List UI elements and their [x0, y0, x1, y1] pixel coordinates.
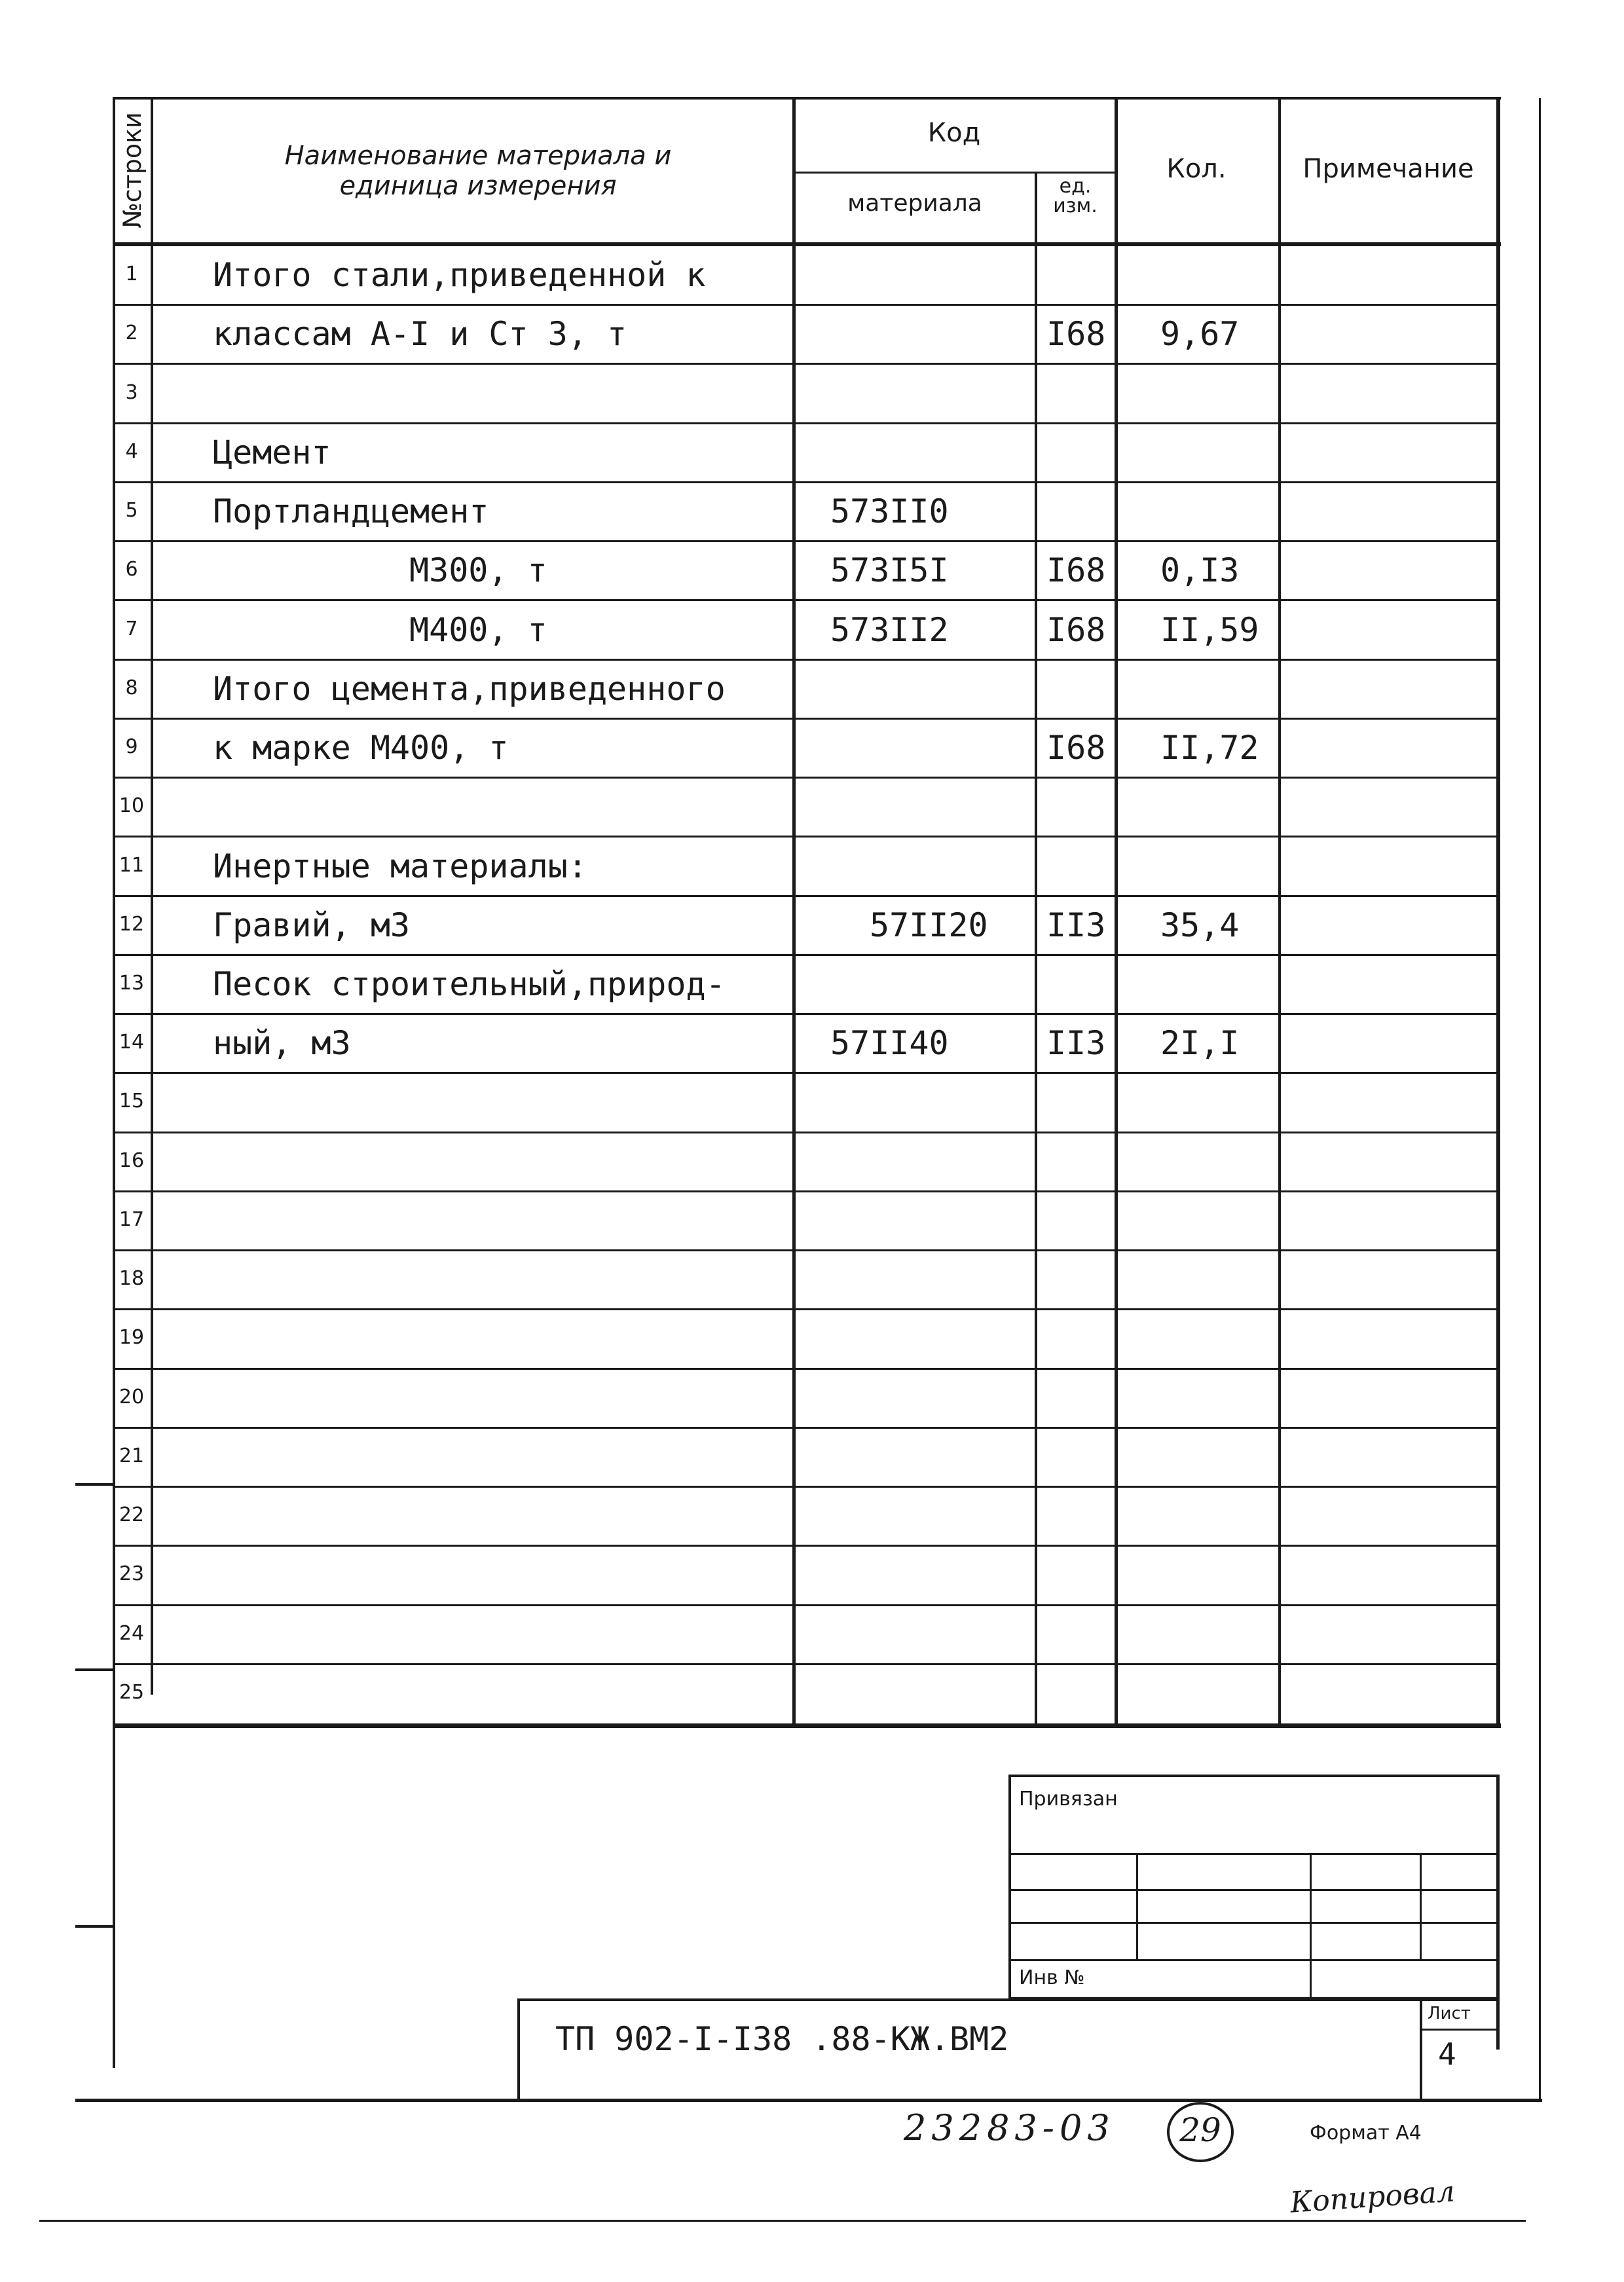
row-number: 19 [119, 1326, 145, 1350]
table-row [0, 1369, 1624, 1428]
row-number: 18 [119, 1267, 145, 1291]
table-row [0, 246, 1624, 305]
row-number: 22 [119, 1503, 145, 1527]
table-row [0, 1251, 1624, 1310]
row-number: 8 [125, 676, 138, 699]
header-qty: Кол. [1166, 154, 1227, 184]
row-number: 15 [119, 1090, 145, 1113]
row-quantity: 35,4 [1160, 906, 1240, 944]
header-code-unit: ед. изм. [1053, 175, 1098, 217]
row-quantity: 2I,I [1160, 1024, 1240, 1063]
signature: Копировал [1289, 2175, 1456, 2220]
row-name: Итого стали,приведенной к [213, 256, 706, 295]
row-unit-code: I68 [1046, 610, 1106, 649]
row-name: Песок строительный,природ- [213, 965, 726, 1003]
table-row [0, 837, 1624, 896]
row-name: Гравий, м3 [213, 906, 411, 944]
header-code: Код [927, 118, 981, 148]
row-name: Инертные материалы: [213, 847, 587, 885]
table-row [0, 1487, 1624, 1546]
circled-number: 29 [1179, 2111, 1221, 2149]
table-row [0, 778, 1624, 837]
row-name: Цемент [213, 433, 331, 471]
table-row [0, 955, 1624, 1014]
table-row [0, 600, 1624, 659]
row-material-code: 57II20 [870, 906, 988, 944]
inv-no-label: Инв № [1019, 1966, 1085, 1989]
row-number: 25 [119, 1680, 145, 1704]
margin-tick [75, 1668, 115, 1671]
privyazan-label: Привязан [1019, 1788, 1118, 1811]
row-number: 24 [119, 1621, 145, 1645]
row-quantity: 0,I3 [1160, 551, 1240, 590]
row-name: М300, т [409, 551, 547, 590]
margin-tick [75, 1925, 115, 1928]
table-row [0, 542, 1624, 600]
sheet-label: Лист [1428, 2004, 1471, 2023]
table-row [0, 1133, 1624, 1192]
row-number: 1 [125, 263, 138, 286]
footer-line [39, 2220, 1526, 2222]
row-number: 12 [119, 912, 145, 936]
row-number: 7 [125, 617, 138, 640]
row-name: Портландцемент [213, 492, 489, 531]
row-name: к марке М400, т [213, 729, 509, 767]
row-material-code: 573II2 [830, 610, 949, 649]
row-unit-code: II3 [1046, 906, 1106, 944]
table-row [0, 364, 1624, 423]
row-quantity: 9,67 [1160, 315, 1240, 354]
row-number: 13 [119, 971, 145, 995]
row-number: 10 [119, 794, 145, 818]
table-row [0, 719, 1624, 778]
row-number: 11 [119, 853, 145, 877]
row-quantity: II,72 [1160, 729, 1259, 767]
row-number: 5 [125, 499, 138, 523]
row-number: 14 [119, 1031, 145, 1054]
table-row [0, 1665, 1624, 1723]
row-number: 9 [125, 735, 138, 759]
archive-number: 23283-03 [904, 2107, 1115, 2148]
row-material-code: 57II40 [830, 1024, 949, 1063]
table-row [0, 1606, 1624, 1665]
table-row [0, 1014, 1624, 1073]
row-name: Итого цемента,приведенного [213, 669, 726, 708]
row-unit-code: I68 [1046, 551, 1106, 590]
row-name: ный, м3 [213, 1024, 351, 1063]
header-code-material: материала [847, 190, 982, 217]
table-row [0, 1310, 1624, 1369]
table-row [0, 305, 1624, 364]
table-row [0, 1546, 1624, 1605]
row-number: 20 [119, 1385, 145, 1408]
row-material-code: 573II0 [830, 492, 949, 531]
row-number: 17 [119, 1207, 145, 1231]
table-row [0, 896, 1624, 955]
table-row [0, 424, 1624, 483]
sheet-number: 4 [1438, 2036, 1456, 2072]
format-label: Формат А4 [1310, 2122, 1422, 2144]
header-row-no: №строки [118, 112, 147, 229]
row-number: 4 [125, 439, 138, 463]
row-number: 6 [125, 558, 138, 581]
row-unit-code: I68 [1046, 315, 1106, 354]
row-quantity: II,59 [1160, 610, 1259, 649]
frame-bottom [75, 2099, 1542, 2102]
table-row [0, 660, 1624, 719]
row-number: 23 [119, 1562, 145, 1586]
row-unit-code: I68 [1046, 729, 1106, 767]
row-name: классам А-I и Ст 3, т [213, 315, 627, 354]
top-border [113, 97, 1501, 100]
row-number: 21 [119, 1444, 145, 1467]
margin-tick [75, 1483, 115, 1486]
drawing-designation: ТП 902-I-I38 .88-КЖ.ВМ2 [555, 2020, 1009, 2058]
row-number: 2 [125, 322, 138, 345]
table-row [0, 1073, 1624, 1132]
header-note: Примечание [1302, 154, 1474, 184]
row-number: 16 [119, 1149, 145, 1172]
table-row [0, 483, 1624, 542]
circled-number-badge [1167, 2102, 1234, 2162]
table-row [0, 1428, 1624, 1487]
table-row [0, 1192, 1624, 1251]
row-number: 3 [125, 380, 138, 404]
row-name: М400, т [409, 610, 547, 649]
header-name: Наименование материала и единица измерения [284, 141, 672, 201]
row-unit-code: II3 [1046, 1024, 1106, 1063]
row-material-code: 573I5I [830, 551, 949, 590]
